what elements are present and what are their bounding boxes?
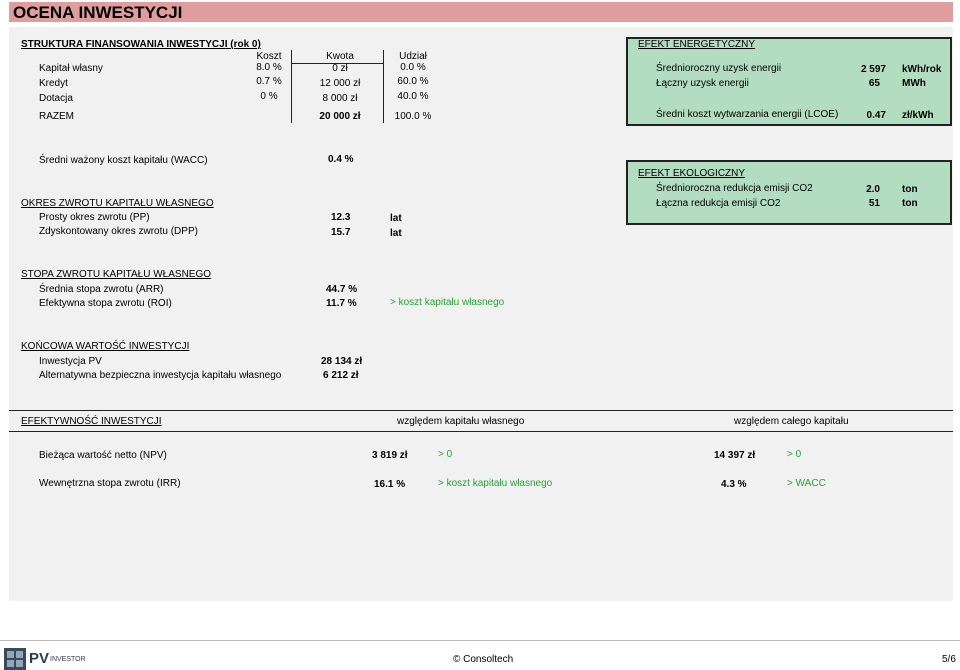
energy-row-label: Łączny uzysk energii — [656, 78, 749, 89]
efficiency-bottom-rule — [9, 431, 953, 432]
financing-total-share: 100.0 % — [394, 111, 432, 122]
table-divider — [291, 50, 292, 123]
energy-row-value: 65 — [868, 78, 880, 89]
efficiency-col-equity: względem kapitału własnego — [397, 416, 525, 427]
return-rate-row-value: 44.7 % — [326, 284, 358, 295]
title-bar — [9, 2, 953, 22]
payback-row-label: Zdyskontowany okres zwrotu (DPP) — [39, 226, 198, 237]
financing-row-label: Kapitał własny — [39, 63, 103, 74]
financing-total-amount: 20 000 zł — [319, 111, 361, 122]
efficiency-row-label: Bieżąca wartość netto (NPV) — [39, 450, 167, 461]
return-rate-row-value: 11.7 % — [326, 298, 357, 309]
energy-row-unit: kWh/rok — [902, 64, 942, 75]
return-rate-row-note: > koszt kapitału własnego — [390, 297, 505, 308]
financing-row-label: Dotacja — [39, 93, 73, 104]
payback-row-unit: lat — [390, 213, 402, 224]
energy-row-value: 2 597 — [860, 64, 886, 75]
energy-row-value: 0.47 — [866, 110, 886, 121]
efficiency-equity-note: > 0 — [438, 449, 453, 460]
return-rate-row-label: Efektywna stopa zwrotu (ROI) — [39, 298, 172, 309]
energy-row-unit: MWh — [902, 78, 926, 89]
financing-total-label: RAZEM — [39, 111, 74, 122]
efficiency-row-label: Wewnętrzna stopa zwrotu (IRR) — [39, 478, 181, 489]
energy-row-label: Średni koszt wytwarzania energii (LCOE) — [656, 109, 839, 120]
payback-row-label: Prosty okres zwrotu (PP) — [39, 212, 150, 223]
financing-row-share: 60.0 % — [397, 76, 429, 87]
efficiency-total-note: > WACC — [787, 478, 826, 489]
financing-row-amount: 0 zł — [332, 63, 348, 74]
return-rate-header: STOPA ZWROTU KAPITAŁU WŁASNEGO — [21, 269, 212, 280]
efficiency-total-value: 4.3 % — [721, 479, 747, 490]
footer-divider — [0, 640, 960, 641]
payback-row-value: 12.3 — [331, 212, 351, 223]
wacc-value: 0.4 % — [328, 154, 354, 165]
payback-header: OKRES ZWROTU KAPITAŁU WŁASNEGO — [21, 198, 214, 209]
financing-row-label: Kredyt — [39, 78, 68, 89]
col-share-header: Udział — [399, 51, 427, 62]
eco-row-label: Łączna redukcja emisji CO2 — [656, 198, 781, 209]
eco-row-unit: ton — [902, 184, 918, 195]
financing-header: STRUKTURA FINANSOWANIA INWESTYCJI (rok 0) — [21, 39, 261, 50]
final-value-row-label: Alternatywna bezpieczna inwestycja kapitału własnego — [39, 370, 282, 381]
efficiency-equity-value: 3 819 zł — [372, 450, 408, 461]
efficiency-header: EFEKTYWNOŚĆ INWESTYCJI — [21, 416, 162, 427]
efficiency-total-value: 14 397 zł — [714, 450, 756, 461]
col-amount-header: Kwota — [326, 51, 354, 62]
eco-row-value: 2.0 — [866, 184, 880, 195]
payback-row-value: 15.7 — [331, 227, 351, 238]
pv-panel-icon — [4, 648, 26, 670]
financing-row-share: 0.0 % — [400, 62, 426, 73]
financing-row-cost: 0.7 % — [256, 76, 282, 87]
eco-header: EFEKT EKOLOGICZNY — [638, 168, 746, 179]
final-value-row-value: 28 134 zł — [321, 356, 363, 367]
financing-row-amount: 12 000 zł — [319, 78, 361, 89]
efficiency-equity-value: 16.1 % — [374, 479, 406, 490]
efficiency-total-note: > 0 — [787, 449, 802, 460]
final-value-header: KOŃCOWA WARTOŚĆ INWESTYCJI — [21, 341, 190, 352]
logo-text: PV — [29, 650, 50, 667]
eco-row-label: Średnioroczna redukcja emisji CO2 — [656, 183, 813, 194]
efficiency-col-total: względem całego kapitału — [734, 416, 849, 427]
financing-row-share: 40.0 % — [397, 91, 429, 102]
efficiency-equity-note: > koszt kapitału własnego — [438, 478, 553, 489]
logo-subtext: INVESTOR — [50, 656, 86, 663]
final-value-row-value: 6 212 zł — [323, 370, 359, 381]
eco-row-value: 51 — [868, 198, 880, 209]
wacc-label: Średni ważony koszt kapitału (WACC) — [39, 155, 208, 166]
financing-row-cost: 0 % — [260, 91, 278, 102]
energy-header: EFEKT ENERGETYCZNY — [638, 39, 756, 50]
energy-row-label: Średnioroczny uzysk energii — [656, 63, 782, 74]
financing-row-cost: 8.0 % — [256, 62, 282, 73]
payback-row-unit: lat — [390, 228, 402, 239]
final-value-row-label: Inwestycja PV — [39, 356, 102, 367]
col-cost-header: Koszt — [256, 51, 282, 62]
page-title: OCENA INWESTYCJI — [13, 3, 183, 22]
return-rate-row-label: Średnia stopa zwrotu (ARR) — [39, 284, 164, 295]
energy-row-unit: zł/kWh — [902, 110, 934, 121]
eco-row-unit: ton — [902, 198, 918, 209]
page-number: 5/6 — [942, 654, 956, 665]
financing-row-amount: 8 000 zł — [322, 93, 358, 104]
copyright: © Consoltech — [453, 654, 514, 665]
efficiency-top-rule — [9, 410, 953, 411]
